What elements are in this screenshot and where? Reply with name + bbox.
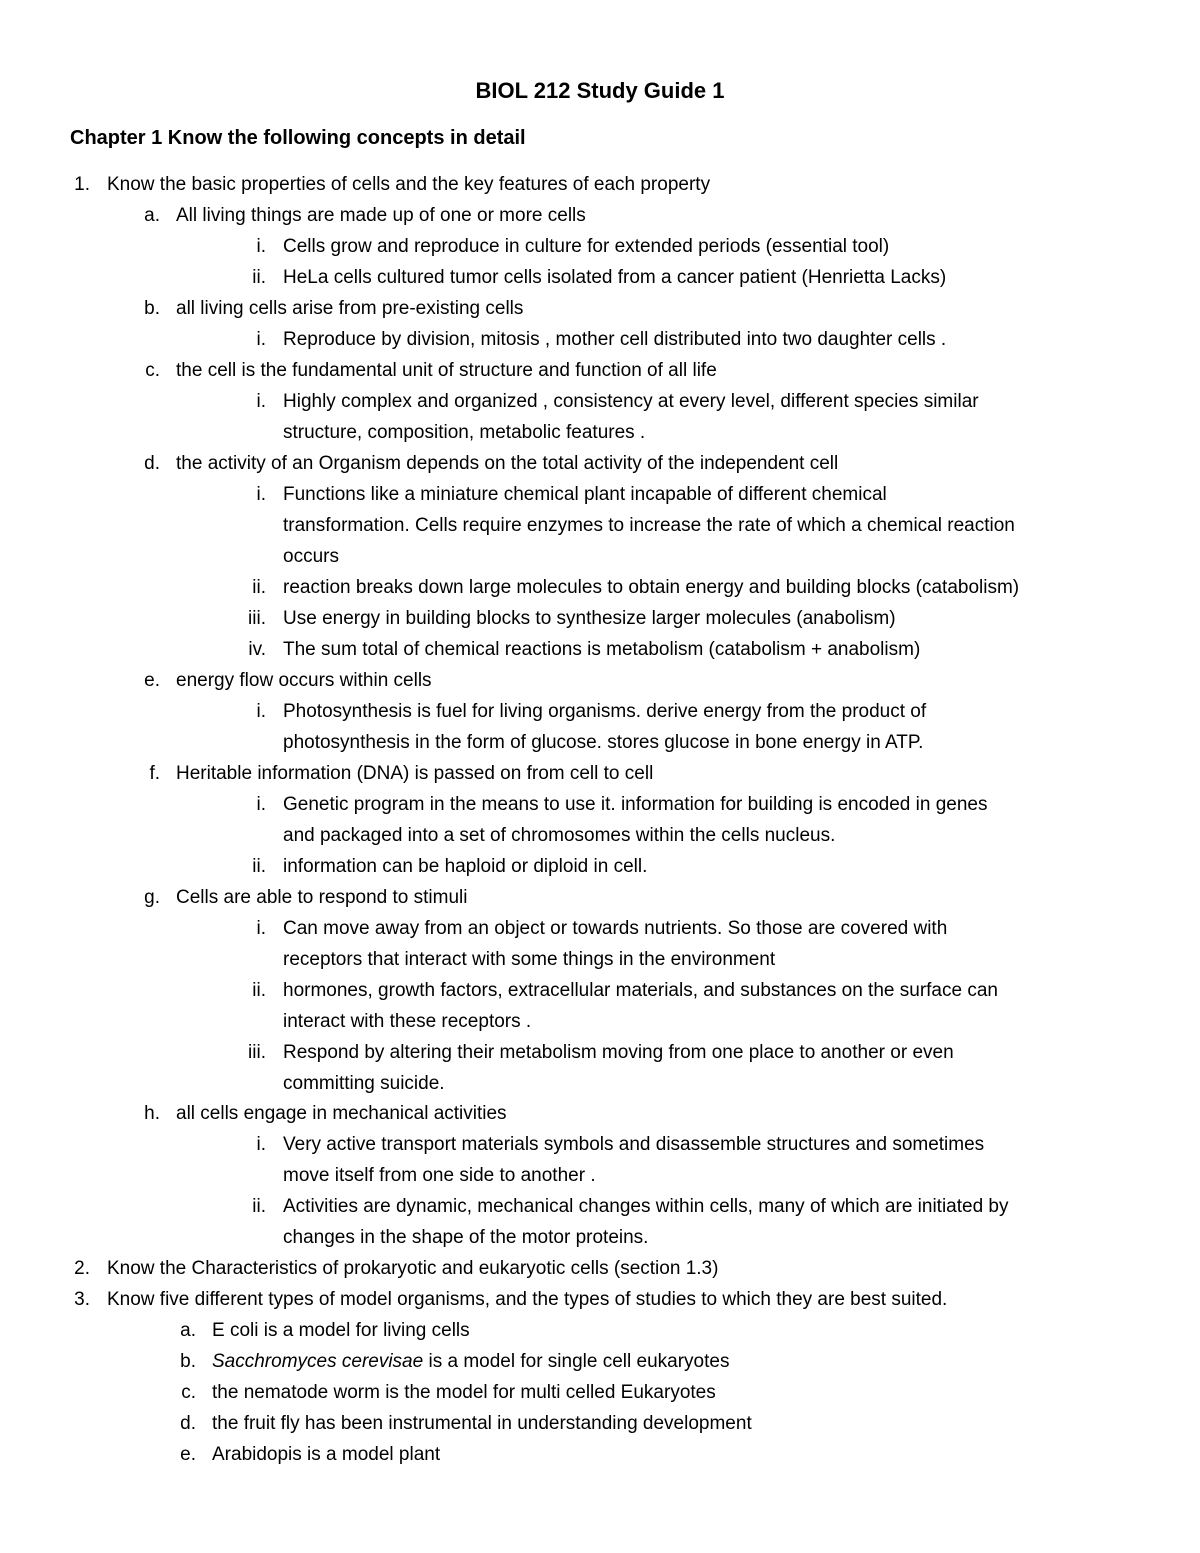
- list-item: [212, 1349, 729, 1375]
- list-marker: i.: [256, 918, 266, 939]
- list-marker: ii.: [252, 577, 266, 598]
- list-item: HeLa cells cultured tumor cells isolated from a cancer patient (Henrietta Lacks): [283, 267, 947, 288]
- list-marker: c.: [145, 360, 160, 381]
- list-item: Genetic program in the means to use it. information for building is encoded in genes: [283, 794, 988, 815]
- list-marker: iii.: [248, 608, 266, 629]
- list-item: Cells grow and reproduce in culture for extended periods (essential tool): [283, 236, 890, 257]
- list-marker: i.: [256, 701, 266, 722]
- list-item: the cell is the fundamental unit of structure and function of all life: [176, 360, 717, 381]
- list-marker: g.: [144, 887, 160, 908]
- list-marker: i.: [256, 484, 266, 505]
- list-item: Can move away from an object or towards nutrients. So those are covered with: [283, 918, 948, 939]
- list-item: The sum total of chemical reactions is metabolism (catabolism + anabolism): [283, 639, 921, 660]
- list-item: Cells are able to respond to stimuli: [176, 887, 468, 908]
- list-item: all cells engage in mechanical activities: [176, 1103, 507, 1124]
- list-marker: i.: [256, 329, 266, 350]
- list-marker: ii.: [252, 267, 266, 288]
- list-item: the activity of an Organism depends on the total activity of the independent cell: [176, 453, 839, 474]
- list-item: Heritable information (DNA) is passed on from cell to cell: [176, 763, 654, 784]
- list-item: Respond by altering their metabolism moving from one place to another or even: [283, 1042, 954, 1063]
- list-item: all living cells arise from pre-existing cells: [176, 298, 524, 319]
- list-marker: ii.: [252, 856, 266, 877]
- list-item: Use energy in building blocks to synthesize larger molecules (anabolism): [283, 608, 896, 629]
- page-title: BIOL 212 Study Guide 1: [475, 78, 725, 103]
- list-item-continuation: committing suicide.: [283, 1073, 445, 1094]
- list-item: hormones, growth factors, extracellular materials, and substances on the surface can: [283, 980, 998, 1001]
- list-item: Activities are dynamic, mechanical changes within cells, many of which are initiated by: [283, 1196, 1009, 1217]
- list-item: Reproduce by division, mitosis , mother cell distributed into two daughter cells .: [283, 329, 947, 350]
- list-marker: a.: [144, 205, 160, 226]
- list-item: Photosynthesis is fuel for living organisms. derive energy from the product of: [283, 701, 927, 722]
- list-marker: e.: [180, 1444, 196, 1465]
- list-item-continuation: and packaged into a set of chromosomes within the cells nucleus.: [283, 825, 836, 846]
- list-marker: i.: [256, 1134, 266, 1155]
- list-marker: i.: [256, 391, 266, 412]
- list-item-continuation: move itself from one side to another .: [283, 1165, 596, 1186]
- list-item-continuation: receptors that interact with some things in the environment: [283, 949, 776, 970]
- list-marker: h.: [144, 1103, 160, 1124]
- list-item-continuation: changes in the shape of the motor proteins.: [283, 1227, 649, 1248]
- list-marker: ii.: [252, 1196, 266, 1217]
- list-item-continuation: occurs: [283, 546, 339, 567]
- list-item: the nematode worm is the model for multi celled Eukaryotes: [212, 1382, 716, 1403]
- list-item-continuation: interact with these receptors .: [283, 1011, 532, 1032]
- list-item: Very active transport materials symbols and disassemble structures and sometimes: [283, 1134, 985, 1155]
- list-marker: i.: [256, 236, 266, 257]
- list-item: All living things are made up of one or more cells: [176, 205, 586, 226]
- list-marker: ii.: [252, 980, 266, 1001]
- list-item-continuation: transformation. Cells require enzymes to increase the rate of which a chemical reaction: [283, 515, 1015, 536]
- list-marker: b.: [144, 298, 160, 319]
- list-marker: iv.: [248, 639, 266, 660]
- list-marker: c.: [181, 1382, 196, 1403]
- list-item-text: is a model for single cell eukaryotes: [423, 1351, 730, 1372]
- species-name: Sacchromyces cerevisae: [212, 1351, 424, 1372]
- list-item-continuation: photosynthesis in the form of glucose. stores glucose in bone energy in ATP.: [283, 732, 924, 753]
- list-item: Know the Characteristics of prokaryotic and eukaryotic cells (section 1.3): [107, 1258, 719, 1279]
- list-marker: i.: [256, 794, 266, 815]
- list-item: Highly complex and organized , consistency at every level, different species similar: [283, 391, 979, 412]
- list-marker: 1.: [74, 174, 90, 195]
- list-marker: a.: [180, 1320, 196, 1341]
- list-marker: d.: [180, 1413, 196, 1434]
- list-item: reaction breaks down large molecules to obtain energy and building blocks (catabolism): [283, 577, 1020, 598]
- list-item: the fruit fly has been instrumental in understanding development: [212, 1413, 752, 1434]
- list-item: Functions like a miniature chemical plant incapable of different chemical: [283, 484, 887, 505]
- list-marker: b.: [180, 1351, 196, 1372]
- chapter-heading: Chapter 1 Know the following concepts in detail: [70, 127, 526, 149]
- list-item: Arabidopis is a model plant: [212, 1444, 441, 1465]
- list-item-continuation: structure, composition, metabolic features .: [283, 422, 646, 443]
- list-marker: 3.: [74, 1289, 90, 1310]
- list-item: energy flow occurs within cells: [176, 670, 432, 691]
- list-item: Know five different types of model organisms, and the types of studies to which they are best suited.: [107, 1289, 948, 1310]
- list-marker: f.: [149, 763, 160, 784]
- list-item: Know the basic properties of cells and the key features of each property: [107, 174, 711, 195]
- list-marker: d.: [144, 453, 160, 474]
- list-item: E coli is a model for living cells: [212, 1320, 470, 1341]
- list-marker: iii.: [248, 1042, 266, 1063]
- list-marker: e.: [144, 670, 160, 691]
- list-marker: 2.: [74, 1258, 90, 1279]
- list-item: information can be haploid or diploid in cell.: [283, 856, 648, 877]
